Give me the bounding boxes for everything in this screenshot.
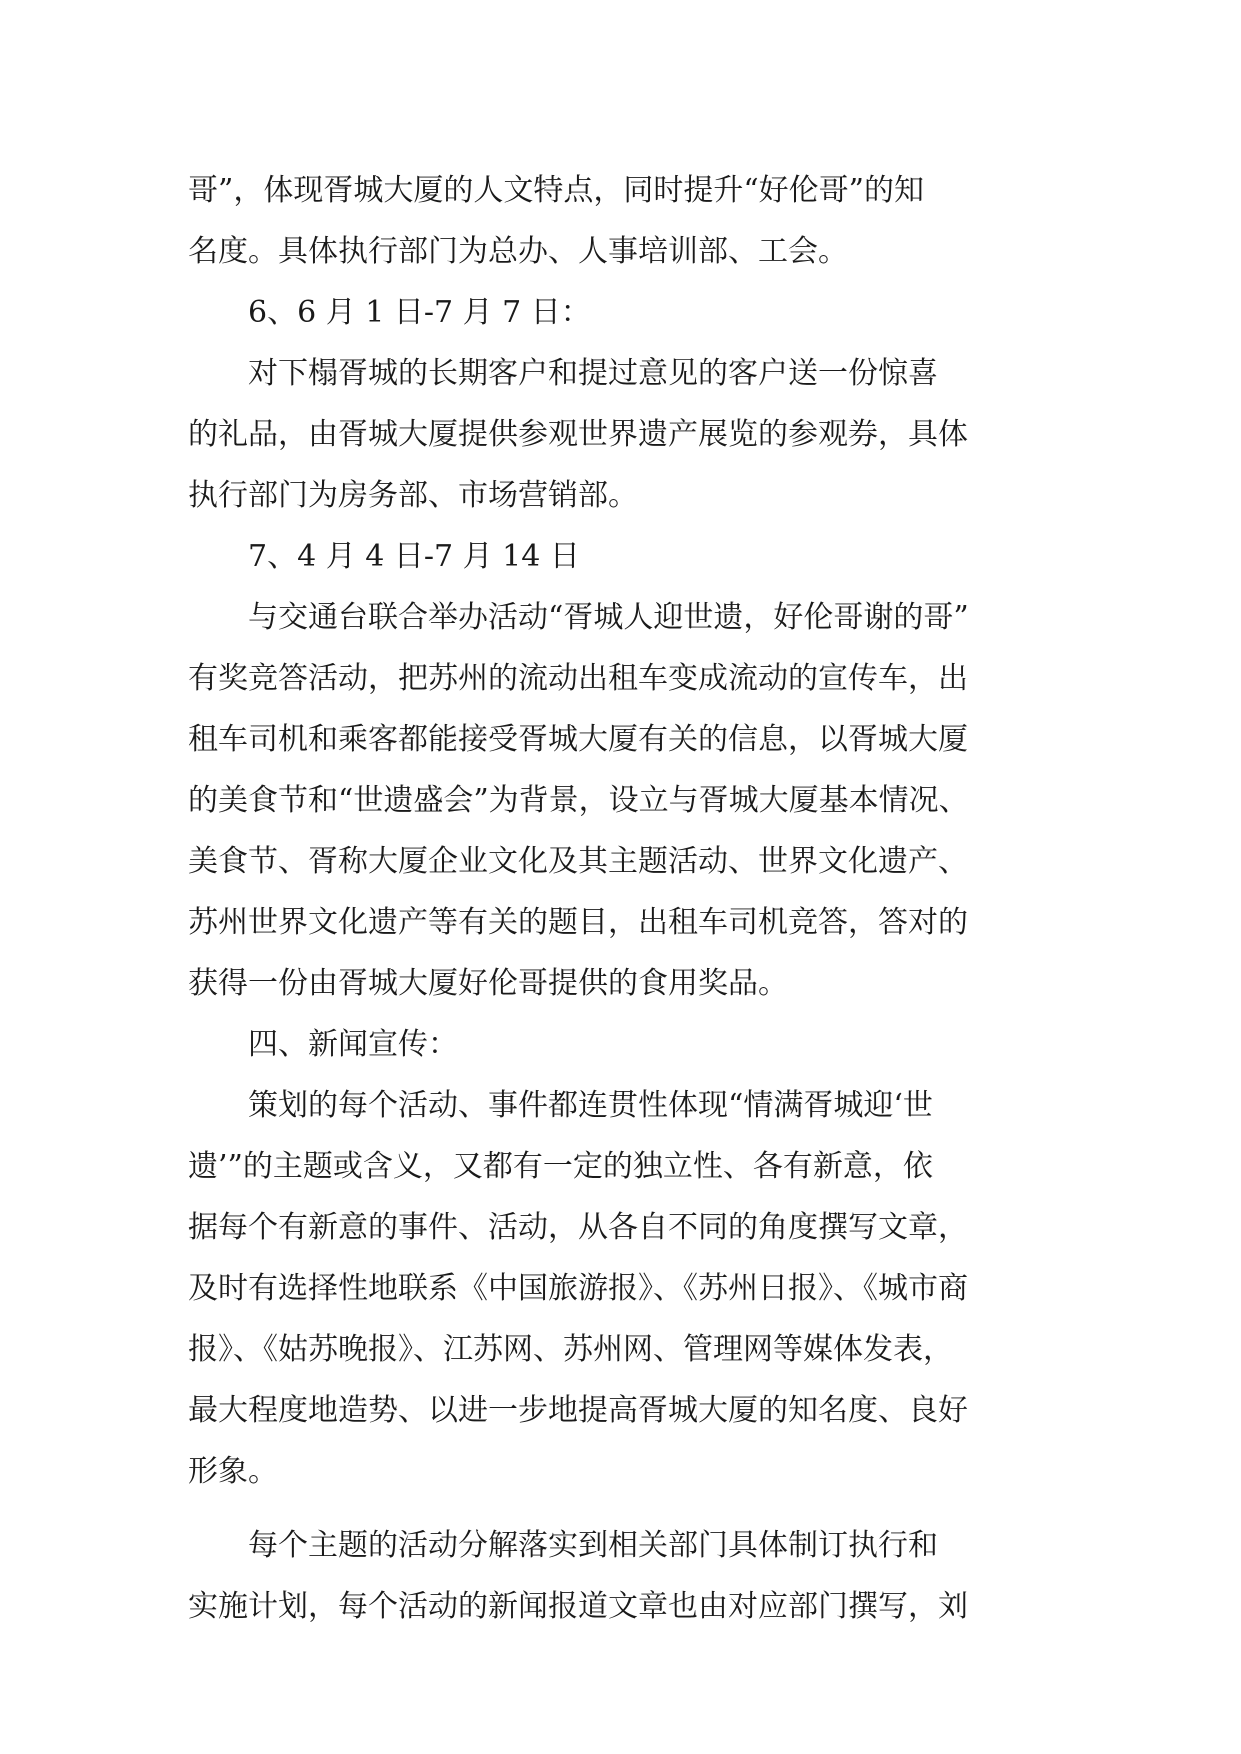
text-line: 及时有选择性地联系《中国旅游报》、《苏州日报》、《城市商 [188,1271,968,1306]
text-line: 每个主题的活动分解落实到相关部门具体制订执行和 [248,1528,938,1563]
paragraph-section-4-body [188,1075,1048,1502]
text-line: 遗’”的主题或含义，又都有一定的独立性、各有新意，依 [188,1149,933,1184]
text-line: 形象。 [188,1454,278,1489]
paragraph-closing [188,1515,1048,1637]
text-line: 对下榻胥城的长期客户和提过意见的客户送一份惊喜 [248,356,938,391]
text-line: 7、4 月 4 日-7 月 14 日 [248,539,580,574]
text-line: 有奖竞答活动，把苏州的流动出租车变成流动的宣传车，出 [188,661,968,696]
text-line: 报》、《姑苏晚报》、江苏网、苏州网、管理网等媒体发表， [188,1332,953,1367]
text-line: 租车司机和乘客都能接受胥城大厦有关的信息，以胥城大厦 [188,722,968,757]
paragraph-continuation [188,160,1048,282]
paragraph-item-6-body [188,343,1048,526]
text-line: 策划的每个活动、事件都连贯性体现“情满胥城迎‘世 [248,1088,933,1123]
paragraph-item-7-heading [188,526,1048,587]
paragraph-item-6-heading [188,282,1048,343]
text-line: 最大程度地造势、以进一步地提高胥城大厦的知名度、良好 [188,1393,968,1428]
text-line: 获得一份由胥城大厦好伦哥提供的食用奖品。 [188,966,788,1001]
text-line: 哥”，体现胥城大厦的人文特点，同时提升“好伦哥”的知 [188,173,925,208]
text-line: 与交通台联合举办活动“胥城人迎世遗，好伦哥谢的哥” [248,600,969,635]
text-line: 美食节、胥称大厦企业文化及其主题活动、世界文化遗产、 [188,844,968,879]
text-line: 四、新闻宣传： [248,1027,458,1062]
text-line: 据每个有新意的事件、活动，从各自不同的角度撰写文章， [188,1210,968,1245]
paragraph-gap [188,1502,1048,1515]
text-line: 苏州世界文化遗产等有关的题目，出租车司机竞答，答对的 [188,905,968,940]
text-line: 的礼品，由胥城大厦提供参观世界遗产展览的参观券，具体 [188,417,968,452]
text-line: 名度。具体执行部门为总办、人事培训部、工会。 [188,234,848,269]
document-body [188,160,1048,1637]
text-line: 6、6 月 1 日-7 月 7 日： [248,295,591,330]
text-line: 执行部门为房务部、市场营销部。 [188,478,638,513]
paragraph-item-7-body [188,587,1048,1014]
paragraph-section-4-heading [188,1014,1048,1075]
text-line: 实施计划，每个活动的新闻报道文章也由对应部门撰写，刘 [188,1589,968,1624]
text-line: 的美食节和“世遗盛会”为背景，设立与胥城大厦基本情况、 [188,783,969,818]
